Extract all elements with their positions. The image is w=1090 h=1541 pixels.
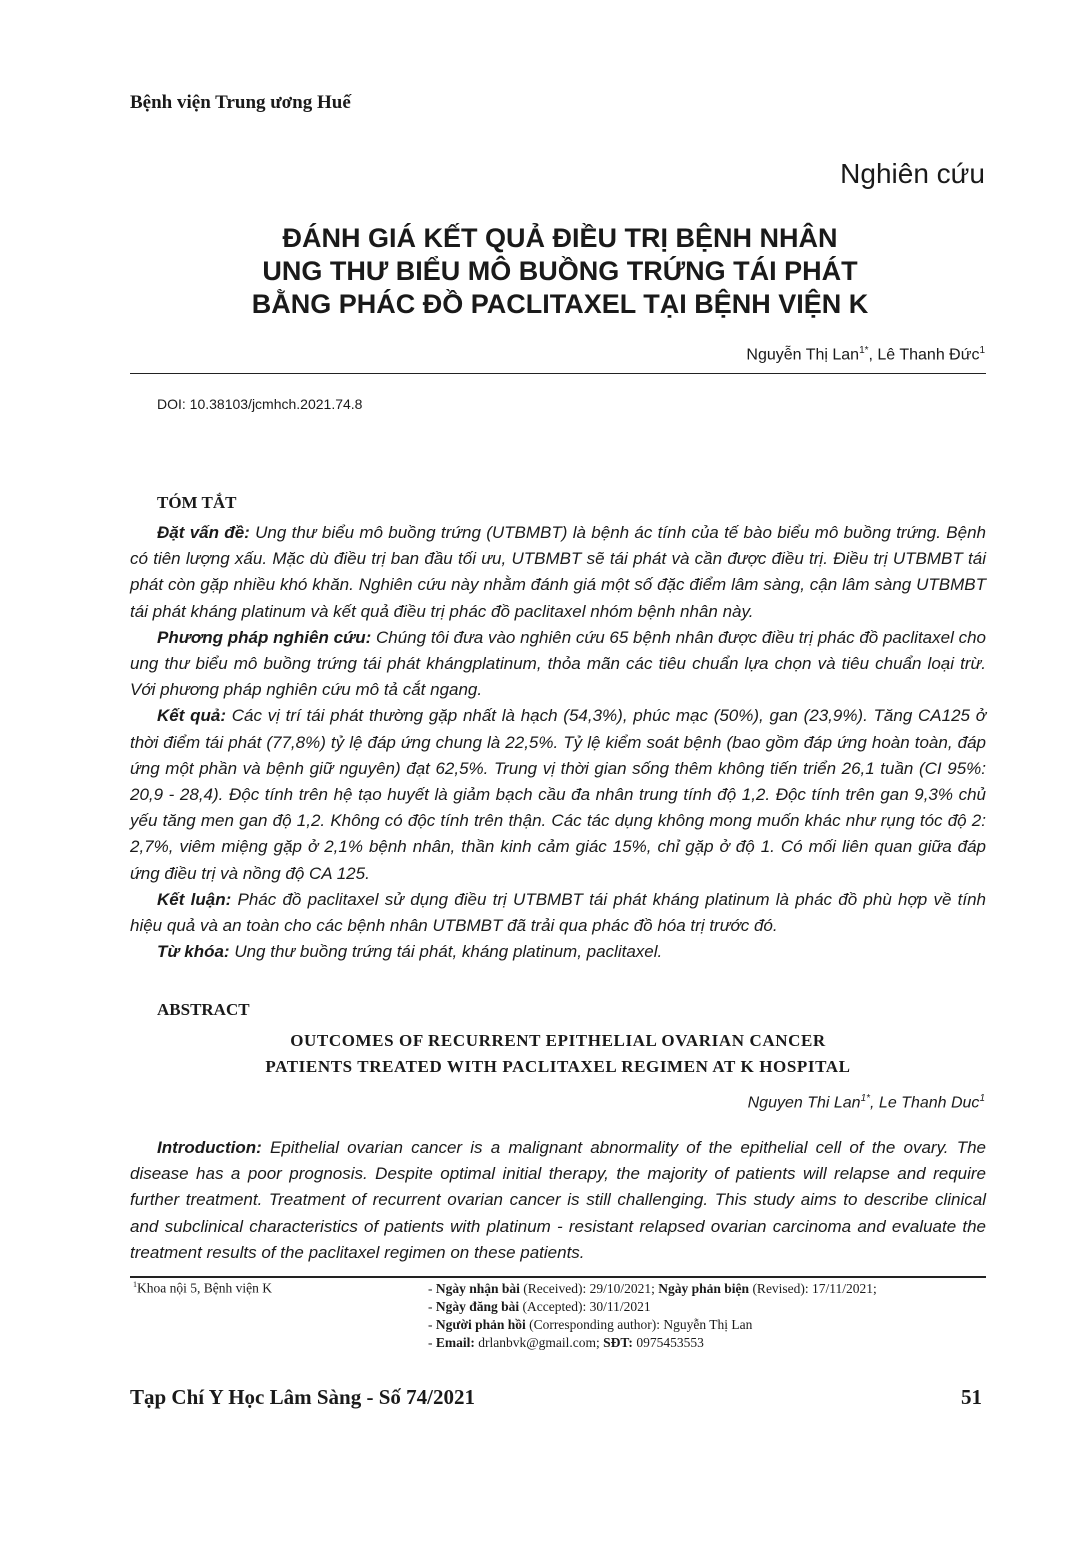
label: Ngày nhận bài	[435, 1281, 520, 1296]
title-line: PATIENTS TREATED WITH PACLITAXEL REGIMEN AT K HOSPITAL	[265, 1057, 851, 1076]
author-separator: ,	[868, 346, 878, 364]
english-authors	[748, 1093, 985, 1112]
summary-paragraph	[130, 703, 986, 886]
doi[interactable]: DOI: 10.38103/jcmhch.2021.74.8	[157, 396, 363, 412]
author-affil-mark: 1	[979, 1093, 985, 1104]
paragraph-label: Kết quả:	[157, 706, 226, 726]
authors	[746, 345, 985, 364]
summary-body	[130, 520, 986, 965]
author-name: Lê Thanh Đức	[877, 346, 980, 364]
paragraph-text: Ung thư buồng trứng tái phát, kháng platinum, paclitaxel.	[229, 942, 663, 962]
article-title	[130, 222, 990, 321]
paragraph-text: Epithelial ovarian cancer is a malignant abnormality of the epithelial cell of the ovary. The disease has a poor prognosis. Despite optimal initial therapy, the majority of patients will relapse and require further treatment. Treatment of recurrent ovarian cancer is still challenging. This study aims to describe clinical and subclinical characteristics of patients with platinum - resistant relapsed ovarian carcinoma and evaluate the treatment results of the paclitaxel regimen on these patients.	[130, 1138, 986, 1262]
author-name: Nguyen Thi Lan	[747, 1094, 861, 1112]
paragraph-text: Chúng tôi đưa vào nghiên cứu 65 bệnh nhân được điều trị phác đồ paclitaxel cho ung thư biểu mô buồng trứng tái phát khángplatinum, thỏa mãn các tiêu chuẩn lựa chọn và tiêu chuẩn loại trừ. Với phương pháp nghiên cứu mô tả cắt ngang.	[130, 627, 987, 700]
title-line: BẰNG PHÁC ĐỒ PACLITAXEL TẠI BỆNH VIỆN K	[251, 289, 869, 319]
abstract-paragraph	[130, 1135, 986, 1266]
email-link[interactable]: drlanbvk@gmail.com;	[474, 1335, 604, 1350]
journal-footer: Tạp Chí Y Học Lâm Sàng - Số 74/2021	[130, 1385, 475, 1409]
value: (Accepted): 30/11/2021	[519, 1299, 651, 1314]
label: Người phản hồi	[435, 1317, 526, 1332]
accepted-line: - Ngày đăng bài (Accepted): 30/11/2021	[428, 1299, 651, 1314]
affil-mark: 1	[133, 1280, 137, 1289]
label: SĐT:	[603, 1335, 633, 1350]
value: (Corresponding author): Nguyễn Thị Lan	[525, 1317, 753, 1332]
title-line: OUTCOMES OF RECURRENT EPITHELIAL OVARIAN CANCER	[290, 1031, 826, 1050]
title-line: UNG THƯ BIỂU MÔ BUỒNG TRỨNG TÁI PHÁT	[262, 256, 858, 286]
abstract-heading: ABSTRACT	[157, 1000, 250, 1019]
author-affil-mark: 1*	[860, 1093, 871, 1104]
section-label: Nghiên cứu	[840, 158, 985, 189]
label: Email:	[435, 1335, 475, 1350]
english-title	[130, 1028, 986, 1080]
footnote-divider	[130, 1276, 986, 1278]
paragraph-label: Introduction:	[157, 1138, 262, 1157]
paragraph-label: Từ khóa:	[157, 942, 230, 962]
paragraph-text: Phác đồ paclitaxel sử dụng điều trị UTBMBT tái phát kháng platinum là phác đồ phù hợp về tính hiệu quả và an toàn cho các bệnh nhân UTBMBT đã trải qua phác đồ hóa trị trước đó.	[130, 889, 987, 936]
label: Ngày đăng bài	[435, 1299, 520, 1314]
paragraph-text: Các vị trí tái phát thường gặp nhất là hạch (54,3%), phúc mạc (50%), gan (23,9%). Tăng CA125 ở thời điểm tái phát (77,8%) tỷ lệ đáp ứng chung là 22,5%. Tỷ lệ kiểm soát bệnh (bao gồm đáp ứng hoàn toàn, đáp ứng một phần và bệnh giữ nguyên) đạt 62,5%. Trung vị thời gian sống thêm không tiến triển 26,1 tuần (CI 95%: 20,9 - 28,4). Độc tính trên hệ tạo huyết là giảm bạch cầu đa nhân trung tính độ 1,2. Độc tính trên gan 9,3% chủ yếu tăng men gan độ 1,2. Không có độc tính trên thận. Các tác dụng không mong muốn khác như rụng tóc độ 2: 2,7%, viêm miệng gặp ở 2,1% bệnh nhân, thần kinh cảm giác 15%, chỉ gặp ở độ 1. Có mối liên quan giữa đáp ứng điều trị và nồng độ CA 125.	[130, 706, 986, 883]
affiliation-text: Khoa nội 5, Bệnh viện K	[137, 1280, 272, 1296]
value: 0975453553	[632, 1335, 704, 1350]
summary-heading: TÓM TẮT	[157, 493, 237, 512]
value: (Revised): 17/11/2021;	[749, 1281, 877, 1296]
received-line: - Ngày nhận bài (Received): 29/10/2021; Ngày phản biện (Revised): 17/11/2021;	[428, 1281, 877, 1296]
title-line: ĐÁNH GIÁ KẾT QUẢ ĐIỀU TRỊ BỆNH NHÂN	[282, 223, 838, 253]
author-separator: ,	[870, 1094, 879, 1112]
paragraph-text: Ung thư biểu mô buồng trứng (UTBMBT) là bệnh ác tính của tế bào biểu mô buồng trứng. Bệnh có tiên lượng xấu. Mặc dù điều trị ban đầu tối ưu, UTBMBT sẽ tái phát và cần được điều trị. Điều trị UTBMBT tái phát còn gặp nhiều khó khăn. Nghiên cứu này nhằm đánh giá một số đặc điểm lâm sàng, cận lâm sàng UTBMBT tái phát kháng platinum và kết quả điều trị phác đồ paclitaxel nhóm bệnh nhân này.	[130, 523, 986, 621]
article-dates-footnote	[428, 1280, 877, 1352]
paragraph-label: Phương pháp nghiên cứu:	[157, 627, 372, 647]
summary-paragraph	[130, 625, 986, 704]
author-name: Le Thanh Duc	[878, 1094, 980, 1112]
affiliation-footnote	[133, 1280, 272, 1297]
label: Ngày phản biện	[658, 1281, 750, 1296]
corresponding-line: - Người phản hồi (Corresponding author): Nguyễn Thị Lan	[428, 1317, 753, 1332]
summary-paragraph	[130, 939, 986, 965]
summary-paragraph	[130, 520, 986, 625]
page-number: 51	[961, 1385, 982, 1409]
abstract-body	[130, 1135, 986, 1266]
running-header-hospital: Bệnh viện Trung ương Huế	[130, 92, 351, 113]
paragraph-label: Kết luận:	[157, 889, 232, 909]
author-affil-mark: 1	[979, 345, 985, 356]
value: (Received): 29/10/2021;	[519, 1281, 659, 1296]
paragraph-label: Đặt vấn đề:	[157, 523, 250, 542]
author-affil-mark: 1*	[859, 345, 869, 356]
summary-paragraph	[130, 887, 986, 939]
author-name: Nguyễn Thị Lan	[746, 346, 860, 364]
divider	[130, 373, 986, 374]
contact-line: - Email: drlanbvk@gmail.com; SĐT: 0975453553	[428, 1335, 704, 1350]
